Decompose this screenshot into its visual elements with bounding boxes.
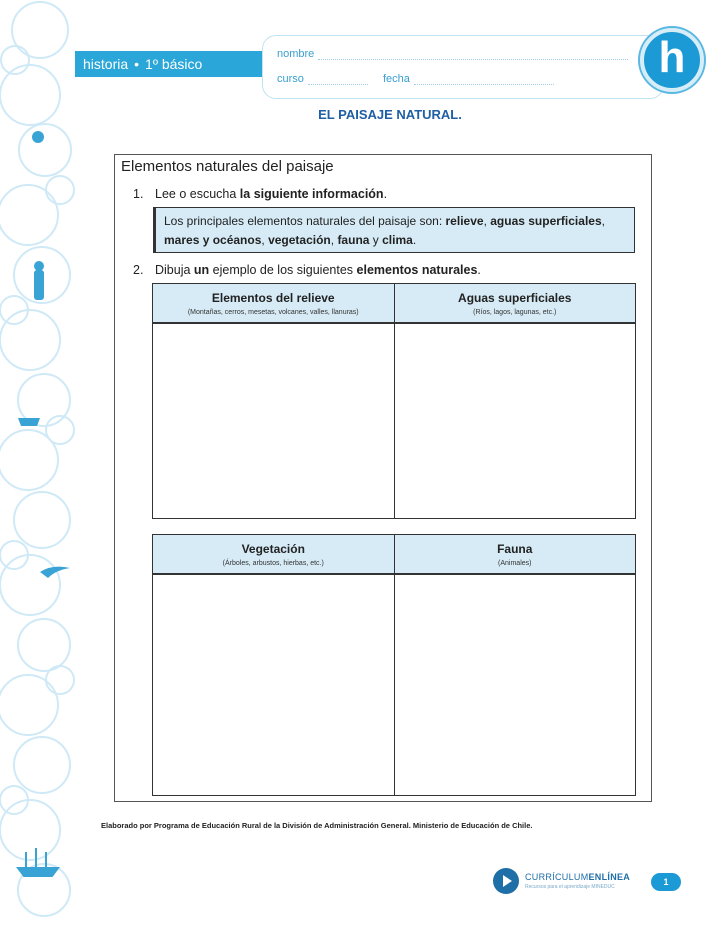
drawing-table-2 <box>152 534 636 796</box>
bird-icon <box>40 567 70 578</box>
credit-line: Elaborado por Programa de Educación Rural de la División de Administración General. Ministerio de Educación de Chile. <box>101 821 533 830</box>
instruction-2: 2. Dibuja un ejemplo de los siguientes elementos naturales. <box>133 263 481 277</box>
globe-icon <box>32 131 44 143</box>
drawing-table-1 <box>152 283 636 519</box>
name-field[interactable] <box>277 48 628 60</box>
course-label: curso <box>277 73 304 85</box>
step-number: 2. <box>133 263 144 277</box>
instruction-1: 1. Lee o escucha la siguiente información. <box>133 187 388 201</box>
explorer-figure-icon <box>34 270 44 300</box>
date-label: fecha <box>383 73 410 85</box>
vegetation-header: Vegetación (Árboles, arbustos, hierbas, etc.) <box>153 535 395 575</box>
decorative-swirl-border <box>0 0 80 925</box>
subject-grade-banner <box>75 51 273 77</box>
grade-label: 1º básico <box>145 56 203 72</box>
h-logo: h <box>640 28 704 92</box>
relief-drawing-area[interactable] <box>153 323 395 519</box>
step-number: 1. <box>133 187 144 201</box>
page-number: 1 <box>651 873 681 891</box>
surface-water-drawing-area[interactable] <box>394 323 636 519</box>
section-heading: Elementos naturales del paisaje <box>121 158 334 175</box>
surface-water-header: Aguas superficiales (Ríos, lagos, lagunas, etc.) <box>394 284 636 324</box>
date-field[interactable] <box>383 73 554 85</box>
fauna-drawing-area[interactable] <box>394 574 636 796</box>
name-label: nombre <box>277 48 315 60</box>
ship-icon <box>18 848 58 876</box>
crown-icon <box>18 418 40 426</box>
separator-dot: • <box>134 56 140 72</box>
vegetation-drawing-area[interactable] <box>153 574 395 796</box>
subject-label: historia <box>83 56 129 72</box>
student-info-box <box>262 35 664 99</box>
fauna-header: Fauna (Animales) <box>394 535 636 575</box>
page-title: EL PAISAJE NATURAL. <box>318 107 462 122</box>
info-box: Los principales elementos naturales del paisaje son: relieve, aguas superficiales, mares y océanos, vegetación, fauna y clima. <box>153 207 635 253</box>
course-field[interactable] <box>277 73 368 85</box>
play-icon <box>493 868 519 894</box>
relief-header: Elementos del relieve (Montañas, cerros, mesetas, volcanes, valles, llanuras) <box>153 284 395 324</box>
